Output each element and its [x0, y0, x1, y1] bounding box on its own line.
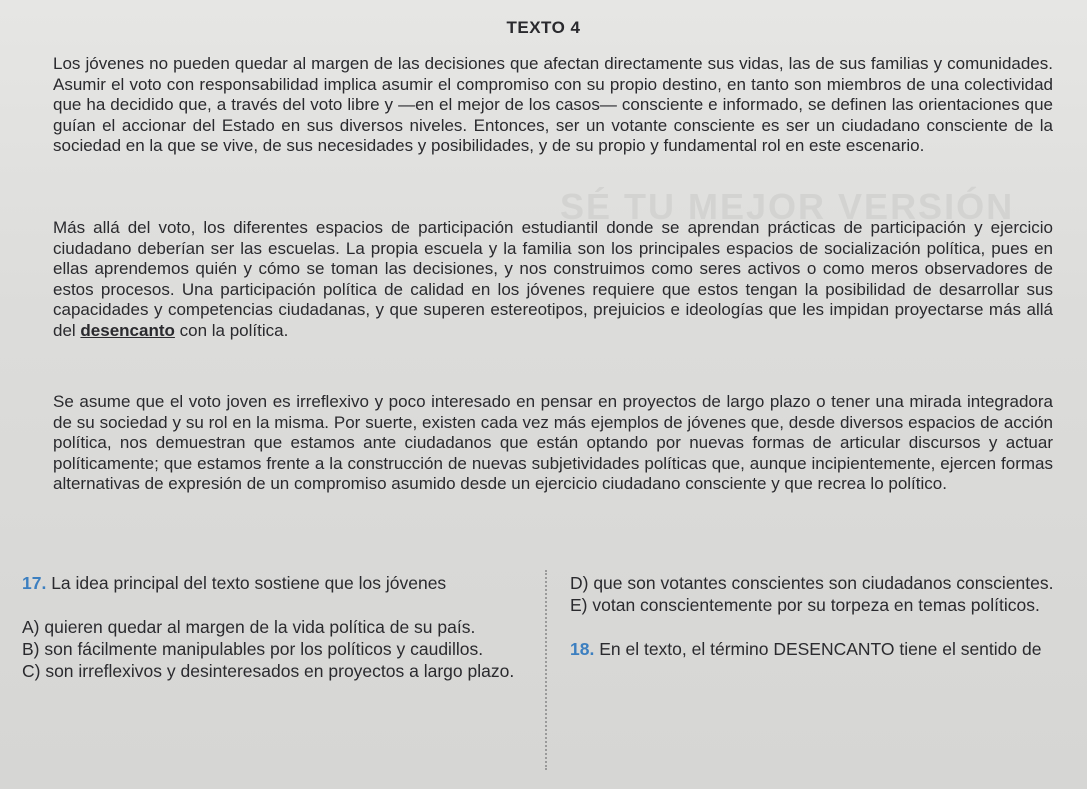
question-17	[22, 572, 532, 682]
option-c[interactable]: C) son irreflexivos y desinteresados en proyectos a largo plazo.	[22, 661, 515, 681]
question-17-text: La idea principal del texto sostiene que los jóvenes	[51, 573, 447, 593]
watermark-text: SÉ TU MEJOR VERSIÓN	[560, 186, 1015, 227]
option-e[interactable]: E) votan conscientemente por su torpeza en temas políticos.	[570, 595, 1040, 615]
option-b[interactable]: B) son fácilmente manipulables por los políticos y caudillos.	[22, 639, 484, 659]
column-divider	[545, 570, 547, 770]
question-17-number: 17.	[22, 573, 47, 593]
text-title: TEXTO 4	[506, 18, 581, 37]
paragraph-2	[53, 218, 1053, 341]
option-d[interactable]: D) que son votantes conscientes son ciudadanos conscientes.	[570, 573, 1054, 593]
paragraph-3: Se asume que el voto joven es irreflexivo y poco interesado en pensar en proyectos de largo plazo o tener una mirada integradora de su sociedad y su rol en la misma. Por suerte, existen cada vez más ejemplos de jóvenes que, desde diversos espacios de acción política, nos demuestran que estamos ante ciudadanos que están optando por nuevas formas de articular discursos y actuar políticamente; que estamos frente a la construcción de nuevas subjetividades políticas que, aunque incipientemente, ejercen formas alternativas de expresión de un compromiso asumido desde un ejercicio ciudadano consciente y que recrea lo político.	[53, 392, 1053, 493]
question-18-number: 18.	[570, 639, 595, 659]
question-17-stem	[22, 572, 532, 594]
question-18	[570, 638, 1060, 660]
paragraph-2-end: con la política.	[174, 320, 289, 340]
paragraph-1: Los jóvenes no pueden quedar al margen de las decisiones que afectan directamente sus vidas, las de sus familias y comunidades. Asumir el voto con responsabilidad implica asumir el compromiso con su propio destino, en tanto son miembros de una colectividad que ha decidido que, a través del voto libre y —en el mejor de los casos— consciente e informado, se definen las orientaciones que guían el accionar del Estado en sus diversos niveles. Entonces, ser un votante consciente es ser un ciudadano consciente de la sociedad en la que se vive, de sus necesidades y posibilidades, y de su propio y fundamental rol en este escenario.	[53, 54, 1053, 155]
underlined-term: desencanto	[80, 320, 175, 340]
option-a[interactable]: A) quieren quedar al margen de la vida política de su país.	[22, 617, 476, 637]
question-18-text: En el texto, el término DESENCANTO tiene el sentido de	[599, 639, 1042, 659]
paragraph-2-text: Más allá del voto, los diferentes espacios de participación estudiantil donde se aprendan prácticas de participación y ejercicio ciudadano deberían ser las escuelas. La propia escuela y la familia son los principales espacios de socialización política, pues en ellas aprendemos quién y cómo se toman las decisiones, y nos construimos como seres activos o como meros observadores de estos procesos. Una participación política de calidad en los jóvenes requiere que estos tengan la posibilidad de desarrollar sus capacidades y competencias ciudadanas, y que superen estereotipos, prejuicios e ideologías que les impidan proyectarse más allá del	[53, 218, 1053, 340]
question-continuation	[570, 572, 1060, 660]
